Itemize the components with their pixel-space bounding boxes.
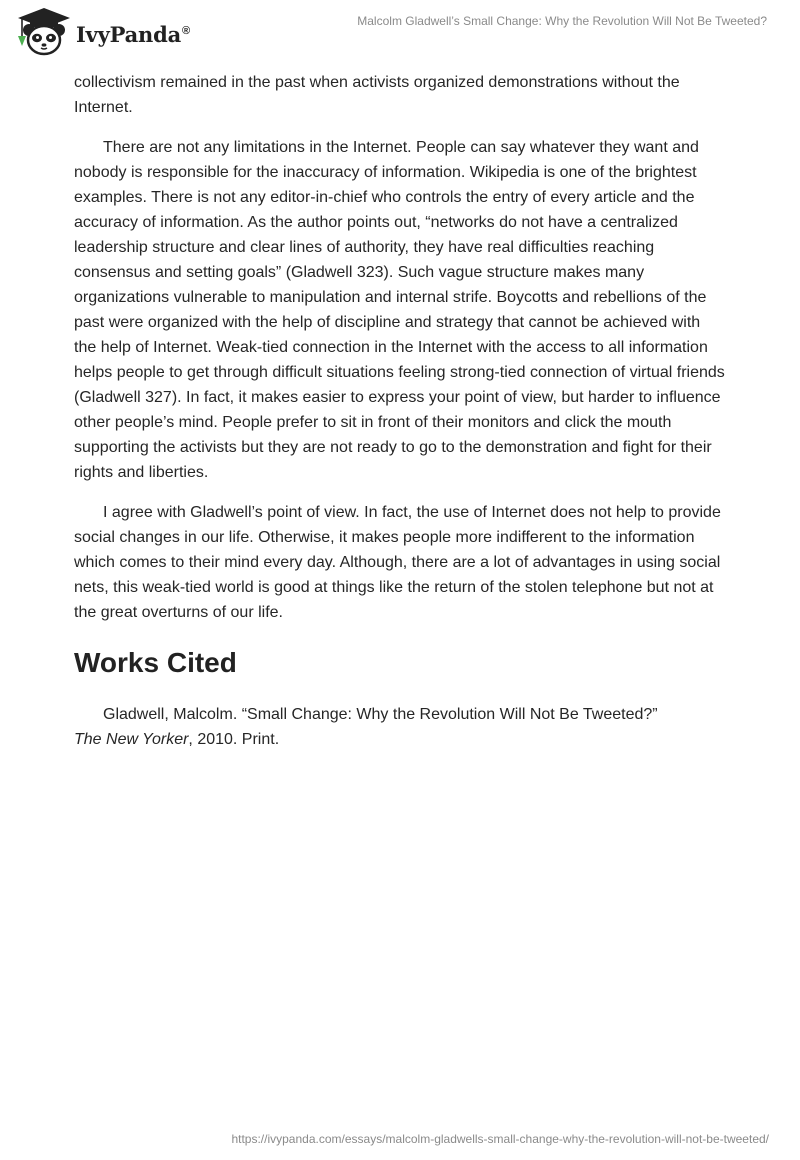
citation-journal: The New Yorker (74, 731, 189, 748)
panda-graduate-icon (14, 6, 74, 58)
brand-name: IvyPanda® (76, 21, 190, 47)
citation-tail: , 2010. Print. (188, 731, 280, 748)
paragraph-continuation: collectivism remained in the past when activists organized demonstrations without the Internet. (74, 74, 680, 116)
ivypanda-logo[interactable] (14, 6, 190, 58)
paragraph: There are not any limitations in the Internet. People can say whatever they want and nobody is responsible for the inaccuracy of information. Wikipedia is one of the brightest examples. There is not any editor-in-chief who controls the entry of every article and the accuracy of information. As the author points out, “networks do not have a centralized leadership structure and clear lines of authority, they have real difficulties reaching consensus and setting goals” (Gladwell 323). Such vague structure makes many organizations vulnerable to manipulation and internal strife. Boycotts and rebellions of the past were organized with the help of discipline and strategy that cannot be achieved with the help of Internet. Weak-tied connection in the Internet with the access to all information helps people to get through difficult situations feeling strong-tied connection of virtual friends (Gladwell 327). In fact, it makes easier to express your point of view, but harder to influence other people’s mind. People prefer to sit in front of their monitors and click the mouth supporting the activists but they are not ready to go to the demonstration and fight for their rights and liberties. (74, 139, 725, 481)
citation-lead: Gladwell, Malcolm. “Small Change: Why the Revolution Will Not Be Tweeted?” (103, 706, 658, 723)
citation-entry (74, 702, 726, 752)
works-cited-heading: Works Cited (74, 647, 237, 678)
running-title: Malcolm Gladwell’s Small Change: Why the Revolution Will Not Be Tweeted? (357, 14, 767, 28)
essay-body (74, 70, 726, 752)
page-header (0, 0, 800, 64)
paragraph: I agree with Gladwell’s point of view. In fact, the use of Internet does not help to provide social changes in our life. Otherwise, it makes people more indifferent to the information which comes to their mind every day. Although, there are a lot of advantages in using social nets, this weak-tied world is good at things like the return of the stolen telephone but not at the great overturns of our life. (74, 504, 721, 621)
source-url[interactable]: https://ivypanda.com/essays/malcolm-gladwells-small-change-why-the-revolution-will-not-be-tweeted/ (231, 1132, 769, 1146)
